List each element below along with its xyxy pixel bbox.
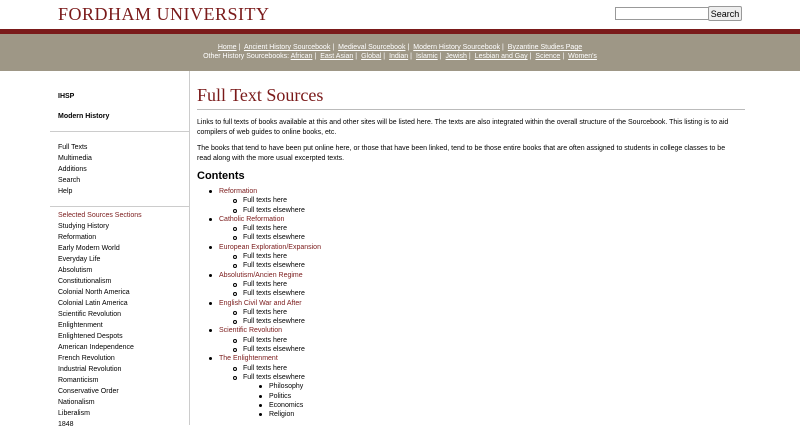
toc-link-enlightenment[interactable]: The Enlightenment bbox=[219, 355, 278, 363]
sidebar-menu bbox=[58, 142, 92, 197]
sourcebook-nav bbox=[0, 34, 800, 71]
sidebar-section-absolutism[interactable]: Absolutism bbox=[58, 267, 93, 274]
sidebar-section-french-revolution[interactable]: French Revolution bbox=[58, 355, 115, 362]
toc-subitem: Full texts elsewhere bbox=[219, 345, 321, 354]
toc-link-european-exploration[interactable]: European Exploration/Expansion bbox=[219, 243, 321, 251]
nav-link-islamic[interactable]: Islamic bbox=[415, 53, 438, 60]
toc-subitem: Full texts here bbox=[219, 280, 321, 289]
toc-subitem: Full texts elsewhere bbox=[219, 317, 321, 326]
nav-link-modern[interactable]: Modern History Sourcebook bbox=[413, 44, 500, 51]
sidebar-section-1848[interactable]: 1848 bbox=[58, 421, 74, 428]
toc-subsubitem: Religion bbox=[243, 410, 321, 419]
toc-subitem: Full texts elsewhere bbox=[219, 289, 321, 298]
sidebar-section-enlightened-despots[interactable]: Enlightened Despots bbox=[58, 333, 123, 340]
sidebar-item-full-texts[interactable]: Full Texts bbox=[58, 144, 88, 151]
toc-item bbox=[209, 326, 321, 354]
nav-link-science[interactable]: Science bbox=[535, 53, 561, 60]
toc-subitem: Full texts here bbox=[219, 196, 321, 205]
toc-item bbox=[209, 299, 321, 327]
sidebar-section-liberalism[interactable]: Liberalism bbox=[58, 410, 90, 417]
sidebar-item-multimedia[interactable]: Multimedia bbox=[58, 155, 92, 162]
title-divider bbox=[197, 109, 745, 110]
sidebar-section-scientific-revolution[interactable]: Scientific Revolution bbox=[58, 311, 122, 318]
sidebar-ihsp[interactable]: IHSP bbox=[58, 93, 75, 100]
nav-other-label: Other History Sourcebooks: bbox=[203, 53, 290, 60]
toc-subitem: Full texts here bbox=[219, 224, 321, 233]
nav-link-jewish[interactable]: Jewish bbox=[445, 53, 467, 60]
sidebar-section-constitutionalism[interactable]: Constitutionalism bbox=[58, 278, 112, 285]
fordham-logo[interactable]: FORDHAM UNIVERSITY bbox=[58, 4, 270, 24]
toc-link-english-civil-war[interactable]: English Civil War and After bbox=[219, 299, 302, 307]
sidebar-modern-history[interactable]: Modern History bbox=[58, 113, 110, 120]
toc-subitem: Full texts elsewhere bbox=[219, 261, 321, 270]
toc-subitem: Full texts here bbox=[219, 252, 321, 261]
sidebar-section-enlightenment[interactable]: Enlightenment bbox=[58, 322, 103, 329]
page-title: Full Text Sources bbox=[197, 85, 324, 105]
nav-link-lesbian-gay[interactable]: Lesbian and Gay bbox=[474, 53, 528, 60]
sidebar-section-early-modern-world[interactable]: Early Modern World bbox=[58, 245, 120, 252]
sidebar-divider bbox=[50, 206, 189, 207]
top-bar bbox=[0, 0, 800, 28]
toc-link-reformation[interactable]: Reformation bbox=[219, 188, 258, 195]
nav-link-home[interactable]: Home bbox=[217, 44, 237, 51]
toc-link-catholic-reformation[interactable]: Catholic Reformation bbox=[219, 215, 285, 223]
sidebar-section-nationalism[interactable]: Nationalism bbox=[58, 399, 95, 406]
nav-link-ancient[interactable]: Ancient History Sourcebook bbox=[243, 44, 331, 51]
intro-paragraph: Links to full texts of books available at this and other sites will be listed here. The texts are also integrated within the overall structure of the Sourcebook. This listing is to aid compilers of web guides to online books, etc. bbox=[197, 119, 729, 136]
sidebar-section-romanticism[interactable]: Romanticism bbox=[58, 377, 99, 384]
sidebar-section-conservative-order[interactable]: Conservative Order bbox=[58, 388, 119, 395]
toc-subitem-label: Full texts elsewhere bbox=[243, 373, 305, 381]
sidebar-section-american-independence[interactable]: American Independence bbox=[58, 344, 134, 351]
nav-row-main: Home | Ancient History Sourcebook | Medieval Sourcebook | Modern History Sourcebook | Byzantine Studies Page bbox=[217, 44, 583, 51]
toc-subitem: Full texts here bbox=[219, 336, 321, 345]
sidebar-section-industrial-revolution[interactable]: Industrial Revolution bbox=[58, 366, 122, 373]
nav-row-other: Other History Sourcebooks: African | East Asian | Global | Indian | Islamic | Jewish | Lesbian and Gay | Science | Women's bbox=[203, 53, 597, 60]
toc-subitem: Full texts elsewhere bbox=[219, 233, 321, 242]
search-input[interactable] bbox=[615, 7, 709, 20]
sidebar-section-colonial-north-america[interactable]: Colonial North America bbox=[58, 289, 130, 296]
contents-list bbox=[209, 187, 321, 419]
sidebar-item-help[interactable]: Help bbox=[58, 188, 73, 195]
sidebar-section-reformation[interactable]: Reformation bbox=[58, 234, 97, 241]
sidebar-item-search[interactable]: Search bbox=[58, 177, 81, 184]
toc-item bbox=[209, 243, 321, 271]
toc-item bbox=[209, 271, 321, 299]
nav-link-east-asian[interactable]: East Asian bbox=[320, 53, 354, 60]
sidebar-sections-heading: Selected Sources Sections bbox=[58, 212, 142, 219]
sidebar-section-everyday-life[interactable]: Everyday Life bbox=[58, 256, 101, 263]
nav-link-byzantine[interactable]: Byzantine Studies Page bbox=[507, 44, 583, 51]
nav-link-global[interactable]: Global bbox=[361, 53, 382, 60]
nav-link-indian[interactable]: Indian bbox=[389, 53, 409, 60]
sidebar-section-colonial-latin-america[interactable]: Colonial Latin America bbox=[58, 300, 128, 307]
toc-item bbox=[209, 354, 321, 419]
sidebar-divider bbox=[50, 131, 189, 132]
toc-subitem bbox=[219, 373, 321, 419]
toc-link-absolutism[interactable]: Absolutism/Ancien Regime bbox=[219, 271, 303, 279]
toc-subitem: Full texts here bbox=[219, 308, 321, 317]
toc-link-scientific-revolution[interactable]: Scientific Revolution bbox=[219, 327, 283, 335]
nav-link-african[interactable]: African bbox=[290, 53, 313, 60]
sidebar bbox=[0, 71, 190, 428]
sidebar-section-studying-history[interactable]: Studying History bbox=[58, 223, 109, 230]
toc-subsubitem: Philosophy bbox=[243, 382, 321, 391]
toc-subitem: Full texts here bbox=[219, 364, 321, 373]
toc-subitem: Full texts elsewhere bbox=[219, 206, 321, 215]
nav-link-medieval[interactable]: Medieval Sourcebook bbox=[338, 44, 406, 51]
contents-heading: Contents bbox=[197, 170, 245, 182]
search-button[interactable]: Search bbox=[708, 6, 742, 21]
toc-item bbox=[209, 215, 321, 243]
sidebar-item-additions[interactable]: Additions bbox=[58, 166, 87, 173]
nav-link-womens[interactable]: Women's bbox=[568, 53, 597, 60]
sidebar-sections bbox=[58, 210, 142, 430]
toc-subsubitem: Politics bbox=[243, 392, 321, 401]
description-paragraph: The books that tend to have been put online here, or those that have been linked, tend to be those entire books that are often assigned to students in college classes to be read along with the more usual excerpted texts. bbox=[197, 145, 726, 162]
toc-item bbox=[209, 187, 321, 215]
toc-subsubitem: Economics bbox=[243, 401, 321, 410]
